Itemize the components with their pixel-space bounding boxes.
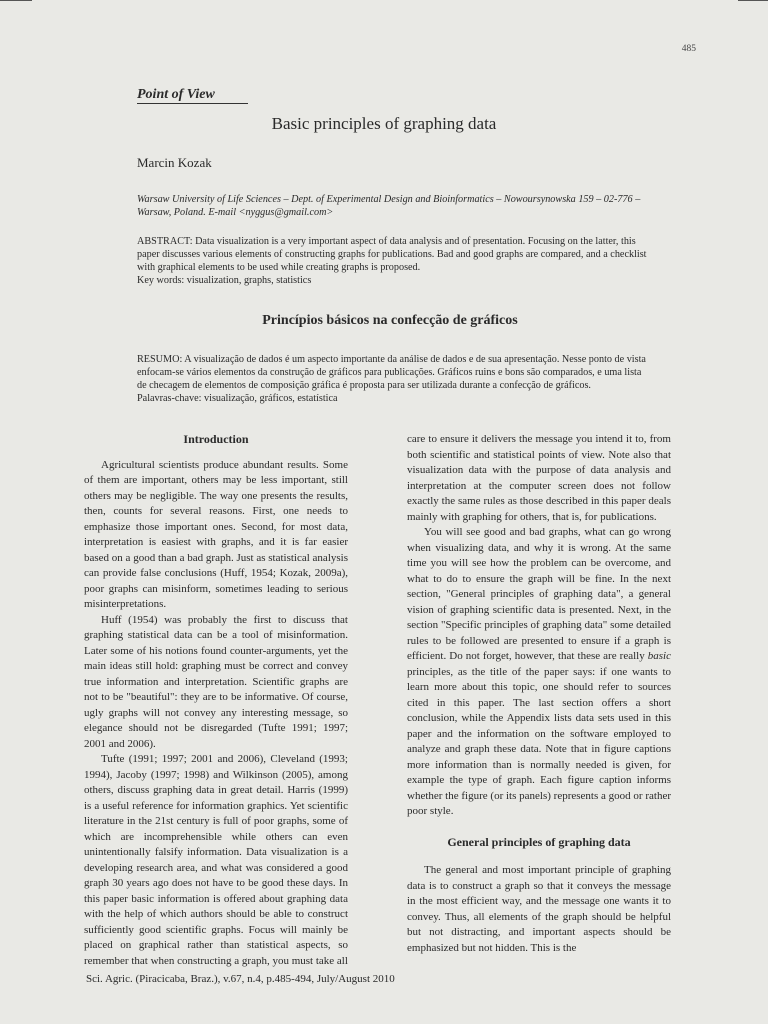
intro-paragraph-2: Huff (1954) was probably the first to discuss that graphing statistical data can be a tool of misinformation. Later some of his notions found counter-arguments, yet the main ideas still hold: graphing must be correct and convey true information and interpretation. Scientific graphs are not to be "beautiful": they are to be informative. Of course, ugly graphs will not convey any interesting message, so elegance should not be disregarded (Tufte 1991; 1997; 2001 and 2006). xyxy=(84,613,348,750)
author-affiliation: Warsaw University of Life Sciences – Dept. of Experimental Design and Bioinformatics – Nowoursynowska 159 – 02-776 – Warsaw, Poland. E-mail <nyggus@gmail.com> xyxy=(137,194,641,218)
resumo xyxy=(137,353,647,405)
general-principles-heading: General principles of graphing data xyxy=(447,834,631,849)
right-column xyxy=(407,432,671,956)
left-column xyxy=(84,432,348,969)
resumo-text: RESUMO: A visualização de dados é um aspecto importante da análise de dados e de sua apresentação. Nesse ponto de vista enfocam-se vários elementos da construção de gráficos para publicações. Gráficos ruins e bons são comparados, e uma lista de checagem de elementos de composição gráfica é proposta para ser utilizada durante a confecção de gráficos. xyxy=(137,354,646,391)
intro-paragraph-3-continued: care to ensure it delivers the message you intend it to, from both scientific and statistical points of view. Note also that visualization data with the purpose of data analysis and interpretation at the computer screen does not follow exactly the same rules as those described in this paper deals mainly with graphing for others, that is, for publications. xyxy=(407,433,671,523)
section-rule xyxy=(137,103,248,104)
general-paragraph-1: The general and most important principle of graphing data is to construct a graph so that it conveys the message in the most efficient way, and the message one wants it to convey. Thus, all elements of the graph should be helpful but not distracting, and important aspects should be emphasized but not hidden. This is the xyxy=(407,864,671,954)
author-name: Marcin Kozak xyxy=(137,155,212,170)
abstract-keywords: Key words: visualization, graphs, statistics xyxy=(137,275,312,286)
intro-paragraph-1: Agricultural scientists produce abundant results. Some of them are important, others may be less important, still others may be negligible. The way one presents the results, then, counts for several reasons. First, one needs to emphasize those important ones. Second, for most data, interpretation is easiest with graphs, and it is far easier based on a good than a bad graph. Just as statistical analysis can provide false conclusions (Huff, 1954; Kozak, 2009a), poor graphs can misinform, sometimes leading to serious misinterpretations. xyxy=(84,458,348,610)
journal-footer: Sci. Agric. (Piracicaba, Braz.), v.67, n.4, p.485-494, July/August 2010 xyxy=(86,973,395,985)
introduction-heading: Introduction xyxy=(183,432,249,446)
intro-paragraph-3: Tufte (1991; 1997; 2001 and 2006), Cleveland (1993; 1994), Jacoby (1997; 1998) and Wilkinson (2005), among others, discuss graphing data in great detail. Harris (1999) is a useful reference for information graphics. Yet scientific literature in the 21st century is full of poor graphs, some of which are incomprehensible while others can even unintentionally falsify information. Data visualization is a developing research area, and what was considered a good graph 30 years ago does not have to be good these days. In this paper basic information is offered about graphing data with the help of which authors should be able to construct sufficiently good scientific graphs. Focus will mainly be placed on graphical rather than statistical aspects, so remember that when constructing a graph, you must take all xyxy=(84,753,348,967)
abstract-text: ABSTRACT: Data visualization is a very important aspect of data analysis and of presentation. Focusing on the latter, this paper discusses various elements of constructing graphs for publications. Bad and good graphs are compared, and a checklist with graphical elements to be used while creating graphs is proposed. xyxy=(137,236,647,273)
crop-mark-left xyxy=(0,0,32,1)
resumo-keywords: Palavras-chave: visualização, gráficos, estatística xyxy=(137,393,338,404)
intro-paragraph-4: You will see good and bad graphs, what can go wrong when visualizing data, and why it is wrong. At the same time you will see how the problem can be overcome, and what to do to ensure the graph will be fine. In the next section, "General principles of graphing data", a general vision of graphing scientific data is presented. Next, in the section "Specific principles of graphing data" some detailed rules to be followed are presented to ensure if a graph is efficient. Do not forget, however, that these are really basic principles, as the title of the paper says: if one wants to learn more about this topic, one should refer to sources cited in this paper. The last section offers a short conclusion, while the Appendix lists data sets used in this paper and the information on the software employed to analyze and graph these data. Note that in figure captions more information than is normally needed is given, for example the type of graph. Each figure caption informs whether the figure (or its panels) represents a good or rather poor style. xyxy=(407,526,671,817)
section-tag: Point of View xyxy=(137,87,215,102)
crop-mark-right xyxy=(738,0,768,1)
page-number: 485 xyxy=(681,44,696,54)
abstract xyxy=(137,235,647,287)
portuguese-title: Princípios básicos na confecção de gráficos xyxy=(262,313,518,328)
article-title: Basic principles of graphing data xyxy=(271,114,497,133)
